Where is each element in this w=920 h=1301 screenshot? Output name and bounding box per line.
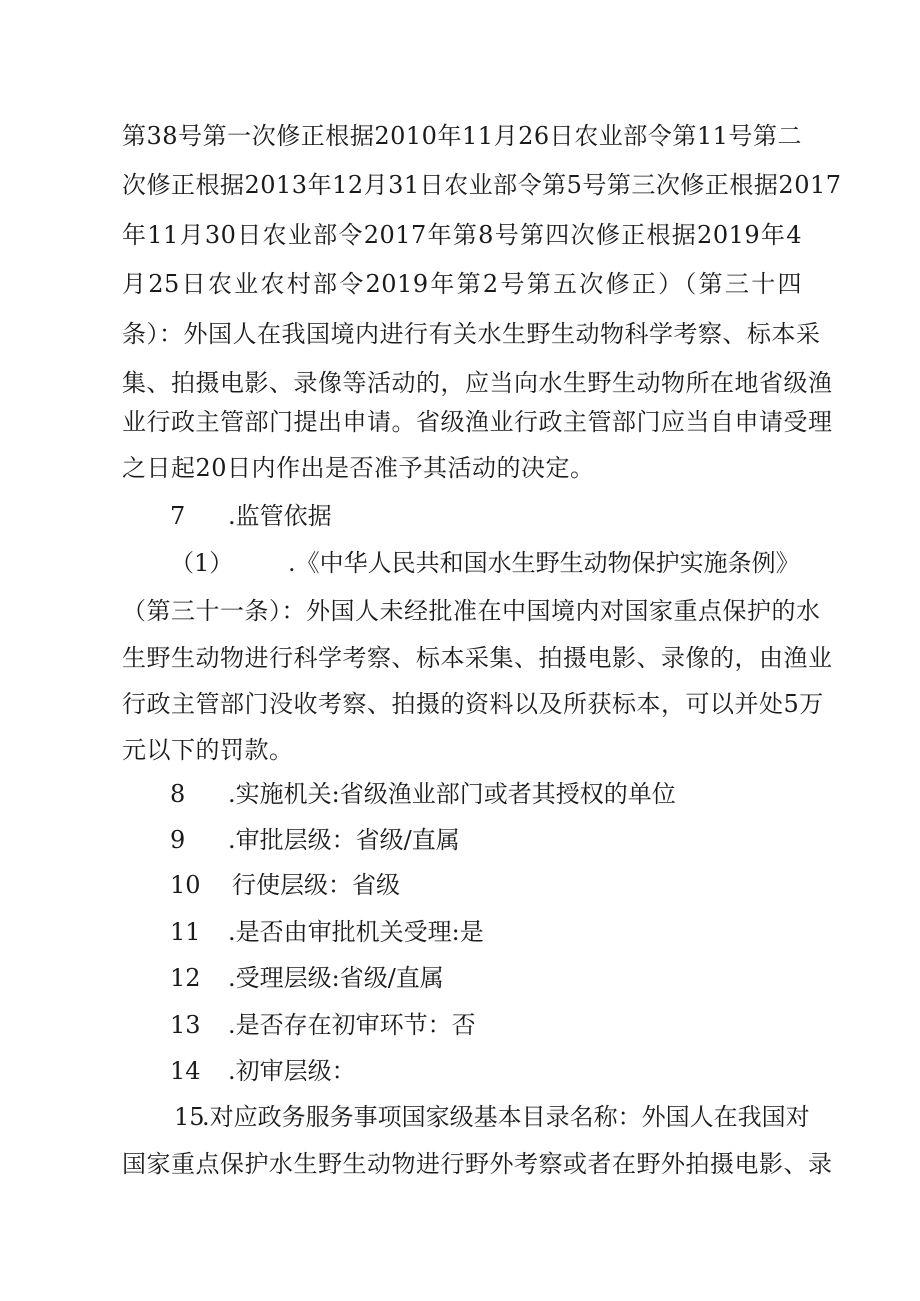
- paragraph-line: 月25日农业农村部令2019年第2号第五次修正）（第三十四: [122, 270, 802, 298]
- paragraph-line: 之日起20日内作出是否准予其活动的决定。: [122, 454, 595, 482]
- item-number: 11: [170, 918, 201, 946]
- item-text: .审批层级：省级/直属: [228, 826, 460, 854]
- item-text: .对应政务服务事项国家级基本目录名称：外国人在我国对: [202, 1103, 810, 1131]
- paragraph-line: 第38号第一次修正根据2010年11月26日农业部令第11号第二: [122, 122, 802, 150]
- sub-item-number: （1）: [170, 549, 234, 577]
- item-number: 7: [170, 502, 186, 530]
- item-number: 9: [170, 826, 186, 854]
- paragraph-line: 业行政主管部门提出申请。省级渔业行政主管部门应当自申请受理: [122, 408, 833, 436]
- item-text: .实施机关:省级渔业部门或者其授权的单位: [228, 780, 676, 808]
- paragraph-line: 集、拍摄电影、录像等活动的，应当向水生野生动物所在地省级渔: [122, 369, 833, 397]
- paragraph-line: 元以下的罚款。: [122, 736, 294, 764]
- paragraph-line: （第三十一条）：外国人未经批准在中国境内对国家重点保护的水: [122, 597, 821, 625]
- item-number: 12: [170, 964, 201, 992]
- paragraph-line: 行政主管部门没收考察、拍摄的资料以及所获标本，可以并处5万: [122, 690, 824, 718]
- item-text: .是否存在初审环节：否: [228, 1011, 476, 1039]
- item-number: 14: [170, 1057, 201, 1085]
- item-text: .是否由审批机关受理:是: [228, 918, 484, 946]
- item-text: .受理层级:省级/直属: [228, 964, 444, 992]
- paragraph-line: 生野生动物进行科学考察、标本采集、拍摄电影、录像的，由渔业: [122, 644, 833, 672]
- paragraph-line: 次修正根据2013年12月31日农业部令第5号第三次修正根据2017: [122, 171, 842, 199]
- item-text: .初审层级：: [228, 1057, 356, 1085]
- item-number: 13: [170, 1011, 201, 1039]
- paragraph-line: 条）：外国人在我国境内进行有关水生野生动物科学考察、标本采: [122, 320, 821, 348]
- item-text: 行使层级：省级: [232, 871, 400, 899]
- item-number: 15: [174, 1103, 205, 1131]
- item-number: 8: [170, 780, 186, 808]
- paragraph-line: 国家重点保护水生野生动物进行野外考察或者在野外拍摄电影、录: [122, 1150, 833, 1178]
- paragraph-line: 年11月30日农业部令2017年第8号第四次修正根据2019年4: [122, 221, 802, 249]
- item-text: .监管依据: [228, 502, 332, 530]
- item-number: 10: [170, 871, 201, 899]
- sub-item-title: .《中华人民共和国水生野生动物保护实施条例》: [288, 549, 800, 577]
